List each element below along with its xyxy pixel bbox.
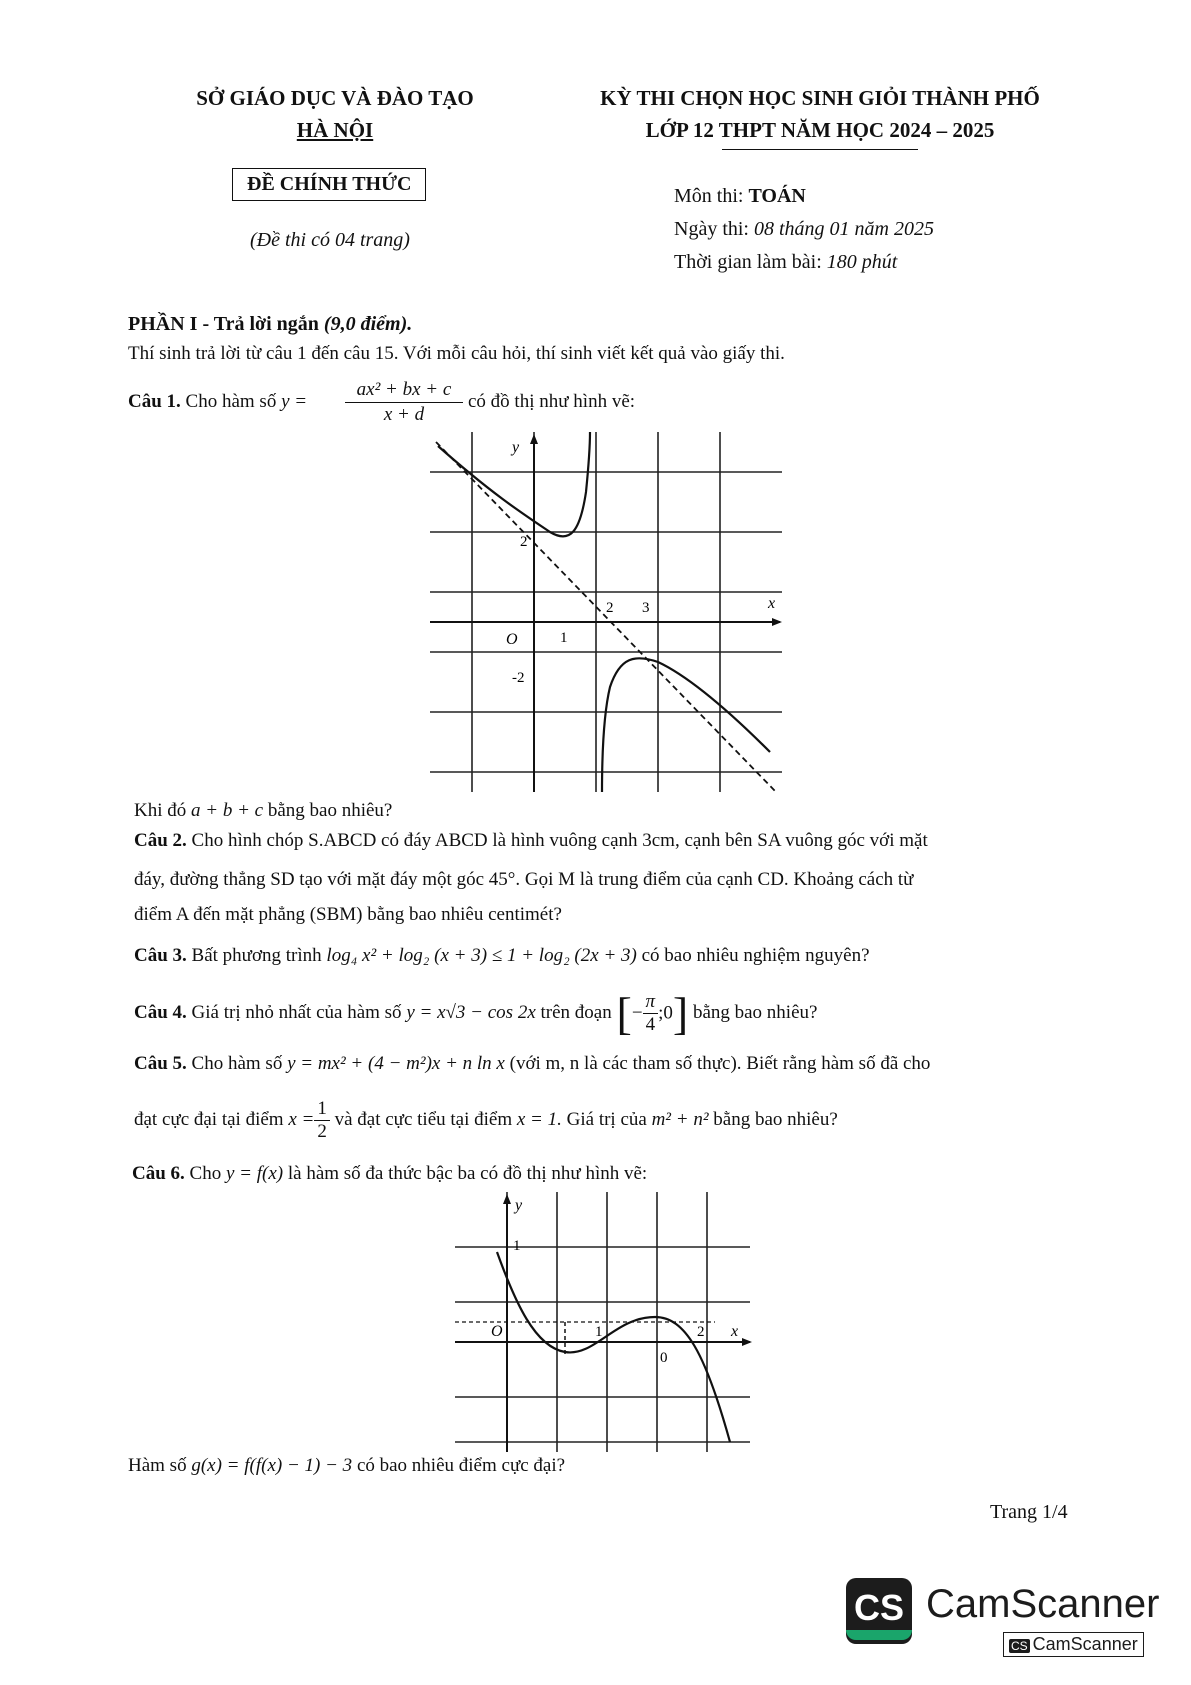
q1-tick-3: 3 [642,600,650,616]
q4-frac-num: π [643,991,659,1014]
q6-after-tail: có bao nhiêu điểm cực đại? [356,1455,566,1476]
official-stamp: ĐỀ CHÍNH THỨC [232,168,426,201]
subject-label: Môn thi: [674,185,744,207]
subject-value: TOÁN [748,185,806,207]
q1-after-prefix: Khi đó [134,800,187,821]
q1-tick-y-neg2: -2 [512,670,525,686]
q4-bracket-right: ] [672,987,689,1039]
q1-y-eq: y = [281,391,308,412]
q2-text1: Cho hình chóp S.ABCD có đáy ABCD là hình vuông cạnh 3cm, cạnh bên SA vuông góc với mặt [191,830,928,851]
q6-origin-label: O [491,1323,503,1340]
subject-line [674,184,806,208]
q1-tick-2: 2 [606,600,614,616]
exam-title: KỲ THI CHỌN HỌC SINH GIỎI THÀNH PHỐ [600,86,1040,110]
camscanner-logo: CS [846,1578,912,1644]
q5-frac-den: 2 [317,1121,327,1143]
q2-line1 [134,829,928,853]
q5-lead: Cho hàm số [191,1053,283,1074]
q3-label: Câu 3. [134,945,187,966]
camscanner-brand: CamScanner [926,1582,1160,1626]
q2-line3: điểm A đến mặt phẳng (SBM) bằng bao nhiêu centimét? [134,904,562,925]
exam-underline [722,149,918,150]
q2-label: Câu 2. [134,830,187,851]
q1-origin-label: O [506,631,518,648]
q4-tail: bằng bao nhiêu? [692,1002,818,1023]
q3-expr: log₄ x² + log₂ (x + 3) ≤ 1 + log₂ (2x + 3) [326,945,637,966]
q2-line2: đáy, đường thẳng SD tạo với mặt đáy một góc 45°. Gọi M là trung điểm của cạnh CD. Khoảng cách từ [134,869,914,890]
exam-grade-text: LỚP 12 THPT NĂM HỌC 2024 – 2025 [645,118,995,142]
q4-fraction [643,991,659,1036]
part1-heading [128,312,412,336]
q1-tick-y2: 2 [520,534,528,550]
q5-line2-x1: x = 1. [516,1109,562,1130]
q4-mid: trên đoạn [540,1002,612,1023]
q6-expr: y = f(x) [225,1163,284,1184]
part1-instruction: Thí sinh trả lời từ câu 1 đến câu 15. Với mỗi câu hỏi, thí sinh viết kết quả vào giấy thi. [128,343,785,364]
q6-lead: Cho [189,1163,222,1184]
exam-grade [560,118,1080,143]
q1-graph [430,432,790,792]
q1-denominator: x + d [383,404,425,425]
department-city [160,118,510,143]
q6-y-arrow [503,1194,511,1204]
q1-x-arrow [772,618,782,626]
q6-tail: là hàm số đa thức bậc ba có đồ thị như hình vẽ: [287,1163,648,1184]
part1-points: (9,0 điểm). [323,313,413,335]
q3-statement [134,944,870,968]
q1-lead: Cho hàm số [185,391,277,412]
q4-interval-rest: ;0 [658,1002,673,1024]
q6-statement [132,1162,647,1186]
q6-question [128,1454,565,1478]
q1-after-suffix: bằng bao nhiêu? [267,800,393,821]
q6-y-label: y [515,1197,523,1214]
camscanner-small-text: CamScanner [1032,1634,1138,1654]
q4-minus: − [631,1002,643,1024]
q1-after-expr: a + b + c [191,800,264,821]
date-line [674,217,934,241]
date-value: 08 tháng 01 năm 2025 [754,218,934,240]
q5-line2 [134,1096,838,1144]
q1-label: Câu 1. [128,391,181,412]
q3-tail: có bao nhiêu nghiệm nguyên? [641,945,870,966]
q6-tick-y1: 1 [513,1238,521,1254]
q1-x-label: x [768,595,776,612]
q5-frac-num: 1 [314,1098,330,1121]
q6-tick-x2: 2 [697,1324,705,1340]
q5-line1 [134,1052,930,1076]
q1-statement [128,390,307,414]
camscanner-mini-icon: CS [1011,1639,1028,1653]
pages-note: (Đề thi có 04 trang) [250,229,410,251]
q4-bracket-left: [ [616,987,632,1039]
q6-tick-zero: 0 [660,1350,668,1366]
date-label: Ngày thi: [674,218,749,240]
q5-line2-lead: đạt cực đại tại điểm [134,1109,284,1130]
camscanner-logo-accent [846,1630,912,1640]
part1-title: PHẦN I - Trả lời ngắn [128,313,319,335]
q4-statement [134,988,817,1039]
page-number: Trang 1/4 [990,1501,1068,1523]
q4-frac-den: 4 [645,1014,656,1036]
q5-line2-tail: bằng bao nhiêu? [713,1109,838,1130]
q6-after-lead: Hàm số [128,1455,187,1476]
q6-curve [497,1252,730,1442]
duration-label: Thời gian làm bài: [674,251,822,273]
duration-value: 180 phút [826,251,898,273]
q5-tail1: (với m, n là các tham số thực). Biết rằng hàm số đã cho [509,1053,931,1074]
q1-tail: có đồ thị như hình vẽ: [468,391,636,412]
q6-graph [455,1192,755,1452]
q1-numerator: ax² + bx + c [345,378,463,403]
q1-y-arrow [530,434,538,444]
q4-label: Câu 4. [134,1002,187,1023]
q4-expr: y = x√3 − cos 2x [406,1002,536,1023]
q5-line2-expr: m² + n² [651,1109,709,1130]
q5-label: Câu 5. [134,1053,187,1074]
duration-line [674,250,897,274]
department-city-text: HÀ NỘI [296,118,374,142]
q6-label: Câu 6. [132,1163,185,1184]
department-title: SỞ GIÁO DỤC VÀ ĐÀO TẠO [196,86,474,110]
q4-lead: Giá trị nhỏ nhất của hàm số [191,1002,402,1023]
q5-line2-val: Giá trị của [566,1109,647,1130]
camscanner-small-badge [1003,1632,1144,1657]
q6-x-label: x [731,1323,739,1340]
q3-lead: Bất phương trình [191,945,322,966]
q5-line2-mid: và đạt cực tiểu tại điểm [334,1109,513,1130]
q5-expr: y = mx² + (4 − m²)x + n ln x [287,1053,505,1074]
q5-fraction [314,1098,330,1143]
q1-tick-1: 1 [560,630,568,646]
q1-asymptote-oblique [436,442,776,792]
q1-fraction [345,378,463,427]
q5-line2-x: x = [288,1109,315,1130]
q6-after-expr: g(x) = f(f(x) − 1) − 3 [191,1455,353,1476]
q6-tick-x1: 1 [595,1324,603,1340]
q1-question [134,799,392,823]
q6-x-arrow [742,1338,752,1346]
q1-y-label: y [512,439,520,456]
